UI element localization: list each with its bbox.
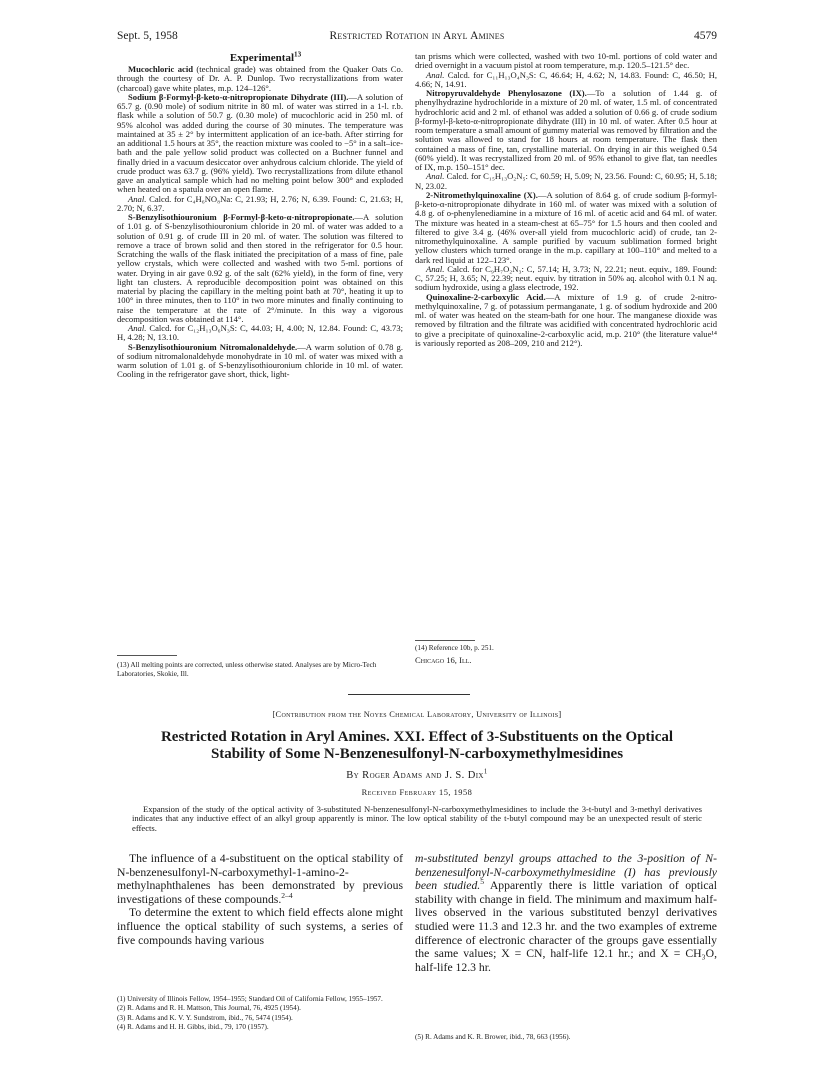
article-body-right: [415, 852, 717, 974]
footnote-1: (1) University of Illinois Fellow, 1954–1955; Standard Oil of California Fellow, 1955–1957.: [117, 995, 383, 1003]
paragraph-nitromethylquinoxaline: 2-Nitromethylquinoxaline (X).—A solution of 8.64 g. of crude sodium β-formyl-β-keto-α-nitropropionate dihydrate in 160 ml. of water was mixed with a solution of 4.8 g. of o-phenylenediamine in a mixture of 16 ml. of acetic acid and 64 ml. of water. The mixture was heated in a steam-chest at 65–75° for 1.5 hours and then cooled and filtered to give 3.4 g. (46% over-all yield from mucochloric acid) of crude, tan 2-nitromethylquinoxaline. A sample purified by vacuum sublimation formed bright yellow clusters which turned orange in the m.p. capillary at 100–110° and melted to a dark red liquid at 122–123°.: [415, 189, 717, 265]
paragraph-continuation: tan prisms which were collected, washed with two 10-ml. portions of cold water and dried overnight in a vacuum pistol at room temperature, m.p. 120.5–121.5° dec.: [415, 51, 717, 71]
article-body-left: [117, 852, 403, 947]
paragraph-analysis-4: Anal. Calcd. for C₁₅H₁₃O₂N₅: C, 60.59; H, 5.09; N, 23.56. Found: C, 60.95; H, 5.18; N, 23.02.: [415, 171, 717, 191]
footnote-14-block: [415, 644, 717, 665]
header-page-number: 4579: [694, 30, 717, 42]
article-abstract: Expansion of the study of the optical activity of 3-substituted N-benzenesulfonyl-N-carboxymethylmesidines to include the 3-t-butyl and 3-methyl derivatives indicates that any inductive effect of an alkyl group apparently is minor. The low optical stability of the t-butyl compound may be an unexpected result of steric effects.: [132, 804, 702, 833]
header-date: Sept. 5, 1958: [117, 30, 178, 42]
footnote-4: (4) R. Adams and H. H. Gibbs, ibid., 79, 170 (1957).: [117, 1023, 269, 1032]
body-paragraph-1: The influence of a 4-substituent on the optical stability of N-benzenesulfonyl-N-carboxymethyl-1-amino-2-methylnaphthalenes has been demonstrated by previous investigations of these compounds.$^{2-4}$: [117, 852, 403, 906]
article-separator: [348, 694, 470, 695]
footnote-3: (3) R. Adams and K. V. Y. Sundstrom, ibid., 76, 5474 (1954).: [117, 1013, 293, 1022]
experimental-heading: Experimental$^{13}$: [229, 50, 302, 64]
article-authors: By Roger Adams and J. S. Dix$^1$: [346, 768, 488, 781]
paragraph-analysis-3: Anal. Calcd. for C₁₁H₁₃O₄N₃S: C, 46.64; H, 4.62; N, 14.83. Found: C, 46.50; H, 4.66; N, 14.91.: [415, 69, 717, 89]
footnote-rule-left: [117, 655, 177, 656]
paragraph-isothiouronium-salt: S-Benzylisothiouronium β-Formyl-β-keto-α-nitropropionate.—A solution of 1.01 g. of S-benzylisothiouronium chloride in 20 ml. of water was added to a solution of 0.91 g. of crude III in 20 ml. of water. The solution was filtered to remove a trace of brown solid and then stored in the refrigerator for 0.5 hour. Scratching the walls of the flask initiated the precipitation of a mass of fine, pale yellow crystals, which were collected and washed with two 5-ml. portions of water. Drying in air gave 0.92 g. of the salt (62% yield), in the form of fine, very light tan clusters. A reproducible decomposition point was obtained on this material by placing the capillary in the melting point bath at 70°, heating it up to 100° in three minutes, then to 110° in two more minutes and finally continuing to raise the temperature at the rate of 2°/minute. In this way a vigorous decomposition was obtained at 114°.: [117, 212, 403, 324]
city-line: Chicago 16, Ill.: [415, 655, 472, 665]
paragraph-sodium-salt: Sodium β-Formyl-β-keto-α-nitropropionate Dihydrate (III).—A solution of 65.7 g. (0.90 mole) of sodium nitrite in 80 ml. of water was stirred in a 1-l. r.b. flask while a solution of 50.7 g. (0.30 mole) of mucochloric acid in 250 ml. of 95% alcohol was added during the course of 30 minutes. The temperature was maintained at 35 ± 2° by intermittent application of an ice-bath. After stirring for an additional 1.5 hours at 35°, the reaction mixture was cooled to −5° in a salt–ice-bath and the pale yellow solid product was collected on a Buchner funnel and finally dried in a vacuum desiccator over anhydrous calcium chloride. The yield of crude product was 63.7 g. (96% yield). Two recrystallizations from dilute ethanol gave an analytical sample which had no melting point below 300° and exploded when heated on a spatula over an open flame.: [117, 91, 403, 195]
footnote-rule-right: [415, 640, 475, 641]
paragraph-mucochloric-acid: Mucochloric acid (technical grade) was obtained from the Quaker Oats Co. through the courtesy of Dr. A. P. Dunlop. Two recrystallizations from water (charcoal) gave white plates, m.p. 124–126°.: [117, 64, 403, 93]
footnote-14: (14) Reference 10b, p. 251.: [415, 644, 494, 652]
paragraph-analysis-5: Anal. Calcd. for C₉H₇O₂N₃: C, 57.14; H, 3.73; N, 22.21; neut. equiv., 189. Found: C, 57.25; H, 3.65; N, 22.39; neut. equiv. by titration in 50% aq. alcohol with 0.1 N aq. sodium hydroxide, using a glass electrode, 192.: [415, 263, 717, 293]
paragraph-carboxylic-acid: Quinoxaline-2-carboxylic Acid.—A mixture of 1.9 g. of crude 2-nitro-methylquinoxaline, 7 g. of potassium permanganate, 1 g. of sodium hydroxide and 200 ml. of water was heated on the steam-bath for one hour. The manganese dioxide was removed by filtration and the filtrate was acidified with concentrated hydrochloric acid to give a precipitate of quinoxaline-2-carboxylic acid, m.p. 210° (the literature value¹⁴ is variously reported as 208–209, 210 and 212°).: [415, 291, 718, 348]
footnotes-left: [117, 995, 403, 1033]
running-header: [117, 30, 717, 44]
paragraph-analysis-1: Anal. Calcd. for C₄H₆NO₈Na: C, 21.93; H, 2.76; N, 6.39. Found: C, 21.63; H, 2.70; N, 6.37.: [117, 193, 403, 213]
paragraph-analysis-2: Anal. Calcd. for C₁₂H₁₃O₆N₃S: C, 44.03; H, 4.00; N, 12.84. Found: C, 43.73; H, 4.28; N, 13.10.: [117, 323, 403, 343]
institution-line: [Contribution from the Noyes Chemical Laboratory, University of Illinois]: [272, 710, 562, 719]
header-running-title: Restricted Rotation in Aryl Amines: [329, 30, 505, 42]
experimental-right-column: [415, 52, 717, 348]
footnote-13: (13) All melting points are corrected, unless otherwise stated. Analyses are by Micro-Tech Laboratories, Skokie, Ill.: [117, 661, 377, 678]
experimental-left-column: [117, 52, 403, 380]
body-paragraph-2: To determine the extent to which field effects alone might influence the optical stability of such systems, a series of five compounds having various: [117, 906, 403, 947]
footnote-2: (2) R. Adams and R. H. Mattson, This Journal, 76, 4925 (1954).: [117, 1004, 301, 1013]
body-paragraph-3: m-substituted benzyl groups attached to the 3-position of N-benzenesulfonyl-N-carboxymethylmesidine (I) has previously been studied.$^5$ Apparently there is little variation of optical stability with change in field. The minimum and maximum half-lives observed in the various substituted benzyl derivatives studied were 11.3 and 12.3 hr. and the two examples of extreme difference of electronic character of the groups gave essentially the same values; X = CN, half-life 12.1 hr.; and X = CH₃O, half-life 12.3 hr.: [415, 852, 717, 974]
paragraph-nitromalonaldehyde-salt: S-Benzylisothiouronium Nitromalonaldehyde.—A warm solution of 0.78 g. of sodium nitromalonaldehyde monohydrate in 10 ml. of water was mixed with a warm solution of 1.01 g. of S-benzylisothiouronium chloride in 10 ml. of water. Cooling in the refrigerator gave short, thick, light-: [117, 341, 403, 380]
received-date: Received February 15, 1958: [361, 788, 473, 797]
footnote-5: (5) R. Adams and K. R. Brower, ibid., 78, 663 (1956).: [415, 1033, 571, 1041]
paragraph-phenylosazone: Nitropyruvaldehyde Phenylosazone (IX).—To a solution of 1.44 g. of phenylhydrazine hydrochloride in a mixture of 20 ml. of water, 1.5 ml. of concentrated hydrochloric acid and 2 ml. of ethanol was added a solution of 0.66 g. of crude sodium β-formyl-β-keto-α-nitropropionate dihydrate (III) in 10 ml. of water. After 0.5 hour at room temperature a small amount of gummy material was removed by filtration and the solution was allowed to stand for 18 hours at room temperature. The flask then contained a mass of fine, tan, crystalline material. On drying in air this weighed 0.54 (60% yield). It was recrystallized from 20 ml. of 95% ethanol to give flat, tan needles of IX, m.p. 150–151° dec.: [415, 88, 717, 172]
article-title: Restricted Rotation in Aryl Amines. XXI. Effect of 3-Substituents on the Optical Stability of Some N-Benzenesulfonyl-N-carboxymethylmesidines: [160, 729, 674, 762]
